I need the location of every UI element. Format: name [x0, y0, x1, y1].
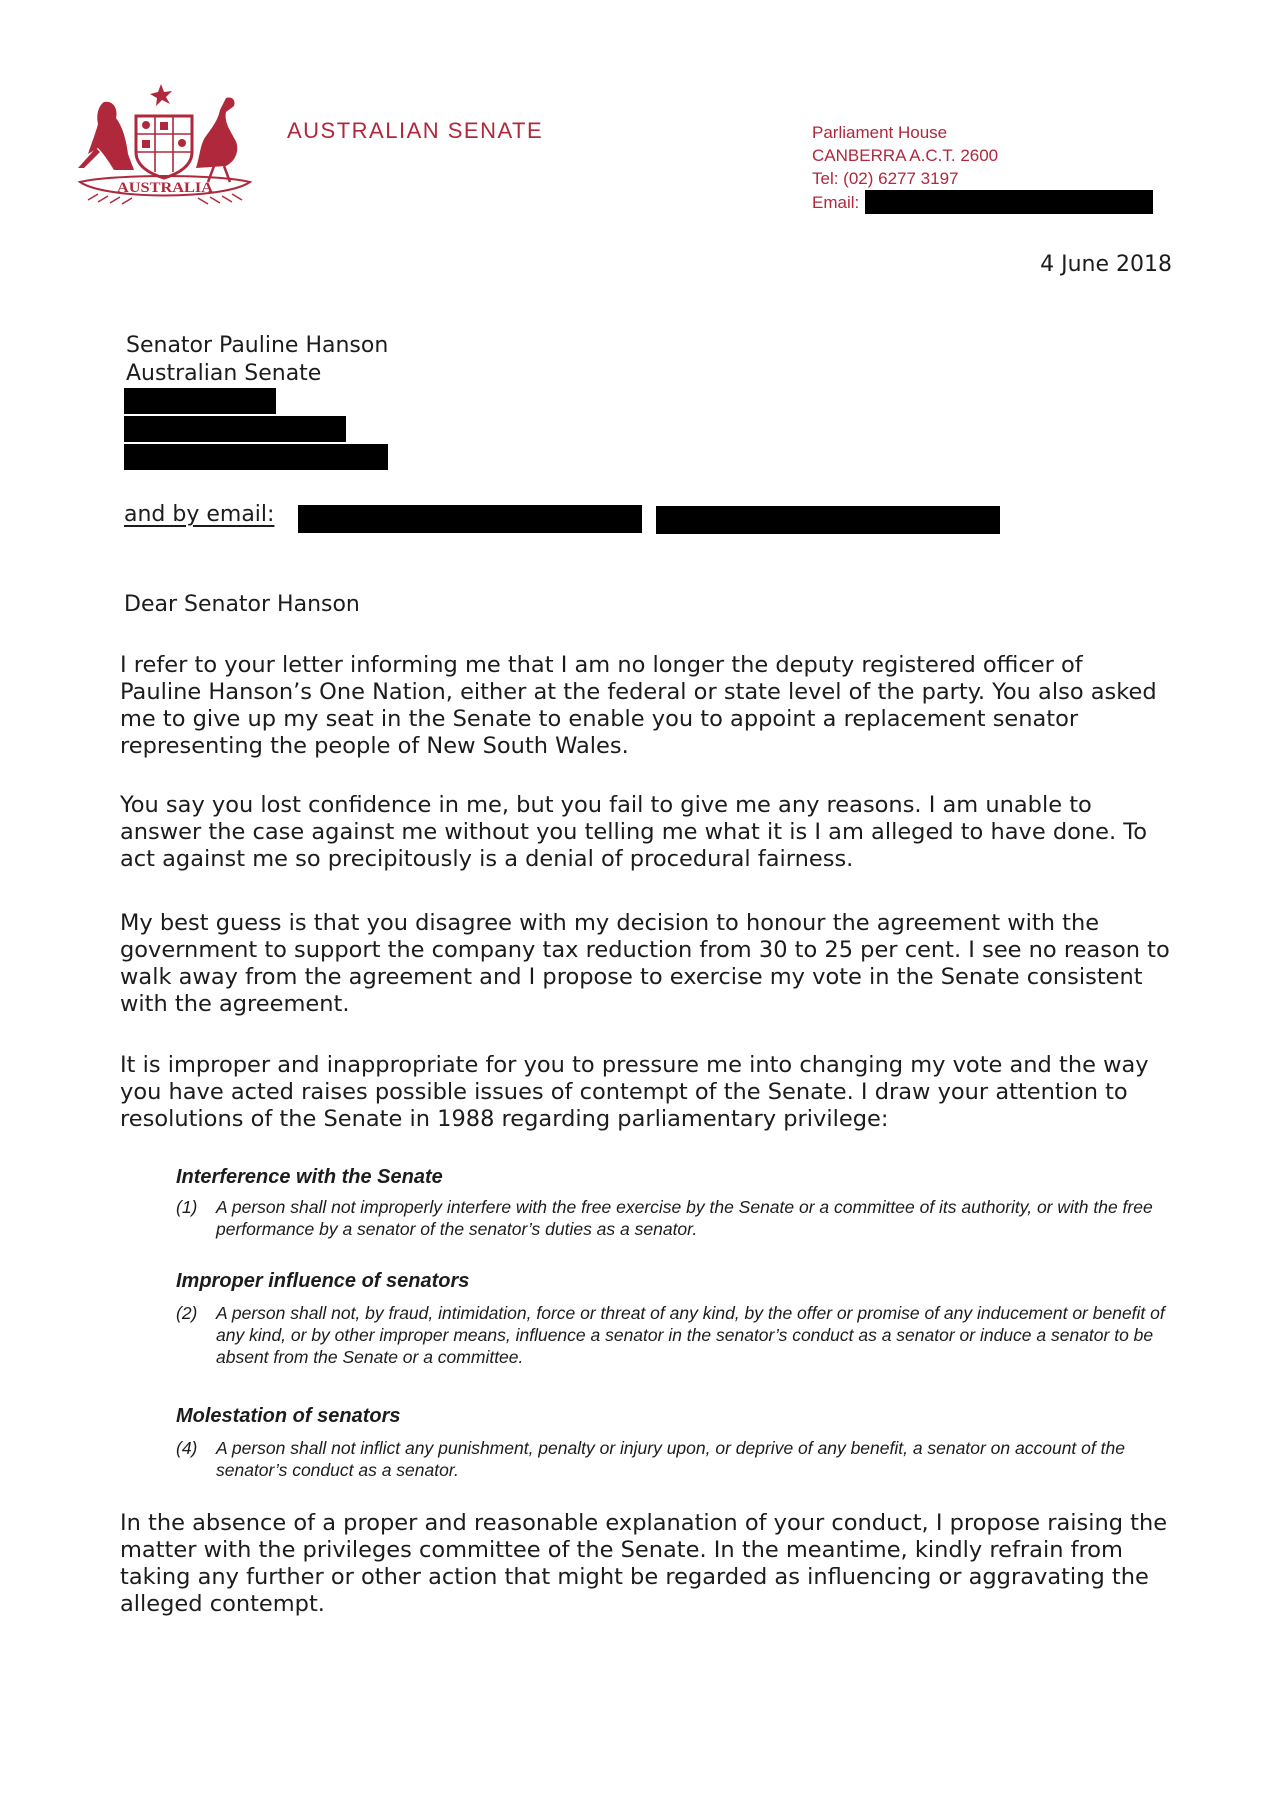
- sender-address: [812, 121, 1153, 214]
- redacted-email: [865, 190, 1153, 214]
- resolution-number-3: (4): [176, 1438, 198, 1458]
- redacted-address-line-3: [124, 444, 388, 470]
- resolution-heading-2: Improper influence of senators: [176, 1270, 470, 1292]
- recipient-org: Australian Senate: [126, 361, 322, 386]
- resolution-2: [176, 1302, 1166, 1368]
- closing-paragraph: In the absence of a proper and reasonable explanation of your conduct, I propose raising the matter with the privileges committee of the Senate. In the meantime, kindly refrain from taking any further or other action that might be regarded as influencing or aggravating the alleged contempt.: [120, 1510, 1168, 1617]
- salutation: Dear Senator Hanson: [124, 592, 360, 617]
- coat-of-arms-logo: [74, 82, 256, 210]
- resolution-heading-3: Molestation of senators: [176, 1405, 401, 1427]
- resolution-1: [176, 1196, 1166, 1240]
- address-line-2: CANBERRA A.C.T. 2600: [812, 146, 999, 165]
- recipient-block: [126, 332, 388, 388]
- redacted-address-line-1: [124, 388, 276, 414]
- redacted-recipient-email-2: [656, 506, 1000, 534]
- telephone: Tel: (02) 6277 3197: [812, 169, 959, 188]
- body-paragraph-1: I refer to your letter informing me that I am no longer the deputy registered officer of Pauline Hanson’s One Nation, either at the federal or state level of the party. You also asked me to give up my seat in the Senate to enable you to appoint a replacement senator representing the people of New South Wales.: [120, 652, 1157, 759]
- by-email-label: and by email:: [124, 502, 275, 527]
- redacted-recipient-email-1: [298, 505, 642, 533]
- body-paragraph-2: You say you lost confidence in me, but you fail to give me any reasons. I am unable to answer the case against me without you telling me what it is I am alleged to have done. To act against me so precipitously is a denial of procedural fairness.: [120, 792, 1147, 872]
- crest-motto: AUSTRALIA: [117, 180, 214, 196]
- resolution-number-1: (1): [176, 1197, 198, 1217]
- commonwealth-star: [150, 84, 172, 106]
- resolution-text-3: A person shall not inflict any punishment, penalty or injury upon, or deprive of any benefit, a senator on account of the senator’s conduct as a senator.: [216, 1438, 1125, 1480]
- resolution-text-1: A person shall not improperly interfere with the free exercise by the Senate or a committee of its authority, or with the free performance by a senator of the senator’s duties as a senator.: [216, 1197, 1153, 1239]
- email-label: Email:: [812, 192, 860, 212]
- address-line-1: Parliament House: [812, 123, 948, 142]
- emu-supporter: [196, 97, 237, 168]
- sender-email-row: [812, 190, 1153, 214]
- resolution-heading-1: Interference with the Senate: [176, 1166, 443, 1188]
- letter-date: 4 June 2018: [1040, 252, 1172, 277]
- resolution-text-2: A person shall not, by fraud, intimidation, force or threat of any kind, by the offer or promise of any inducement or benefit of any kind, or by other improper means, influence a senator in the senator’s conduct as a senator or induce a senator to be absent from the Senate or a committee.: [216, 1303, 1165, 1367]
- body-paragraph-3: My best guess is that you disagree with my decision to honour the agreement with the government to support the company tax reduction from 30 to 25 per cent. I see no reason to walk away from the agreement and I propose to exercise my vote in the Senate consistent with the agreement.: [120, 910, 1170, 1017]
- resolution-number-2: (2): [176, 1303, 198, 1323]
- kangaroo-supporter: [88, 102, 134, 170]
- letterhead-title: AUSTRALIAN SENATE: [287, 118, 544, 143]
- recipient-name: Senator Pauline Hanson: [126, 333, 389, 358]
- resolution-3: [176, 1437, 1166, 1481]
- redacted-address-line-2: [124, 416, 346, 442]
- body-paragraph-4: It is improper and inappropriate for you to pressure me into changing my vote and the way you have acted raises possible issues of contempt of the Senate. I draw your attention to resolutions of the Senate in 1988 regarding parliamentary privilege:: [120, 1052, 1149, 1132]
